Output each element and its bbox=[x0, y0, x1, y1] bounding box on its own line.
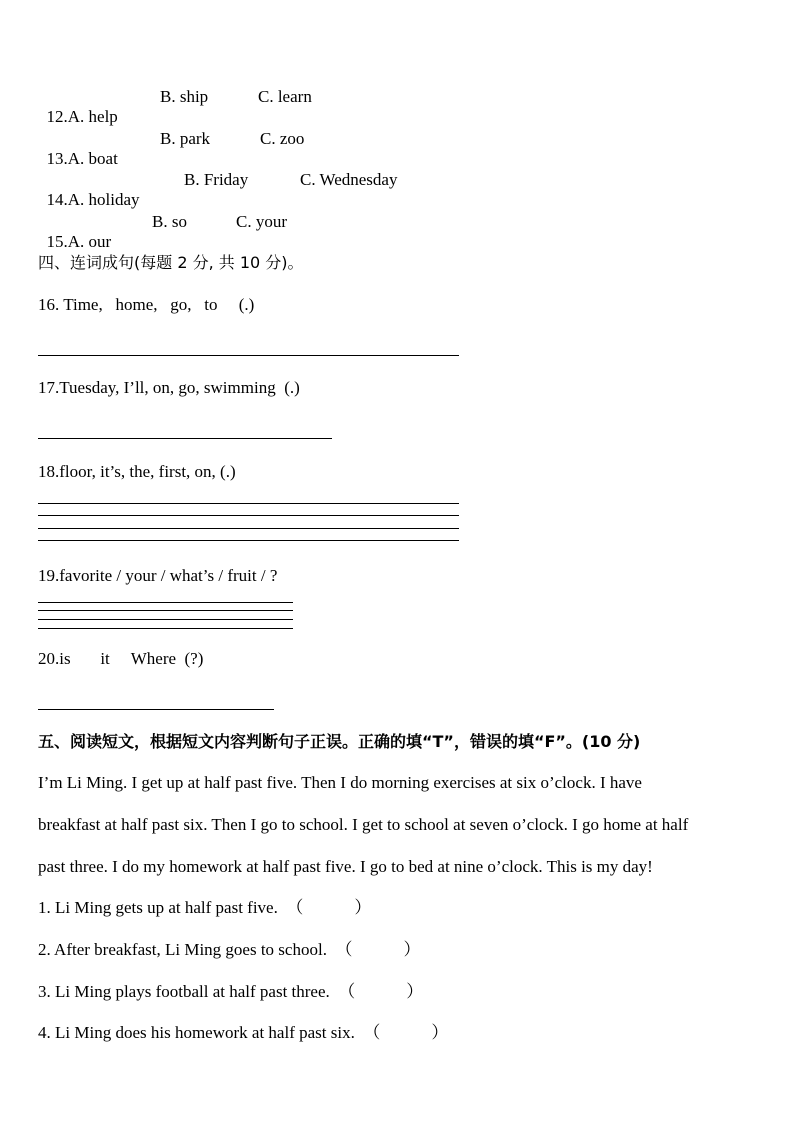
mc-option-a: A. help bbox=[67, 107, 118, 126]
mc-option-c: C. Wednesday bbox=[300, 170, 398, 189]
question-18: 18.floor, it’s, the, first, on, (.) bbox=[38, 462, 236, 481]
tf-question-2: 2. After breakfast, Li Ming goes to school. （ ） bbox=[38, 940, 421, 959]
answer-line-19c[interactable] bbox=[38, 619, 293, 620]
answer-line-19b[interactable] bbox=[38, 610, 293, 611]
answer-line-18d[interactable] bbox=[38, 540, 459, 541]
answer-line-19d[interactable] bbox=[38, 628, 293, 629]
tf-question-3: 3. Li Ming plays football at half past three. （ ） bbox=[38, 982, 424, 1001]
passage-line-1: I’m Li Ming. I get up at half past five. Then I do morning exercises at six o’clock. I have bbox=[38, 773, 642, 792]
question-20: 20.is it Where (?) bbox=[38, 649, 204, 668]
answer-line-18c[interactable] bbox=[38, 528, 459, 529]
mc-option-c: C. learn bbox=[258, 87, 312, 106]
tf-question-1: 1. Li Ming gets up at half past five. （ ） bbox=[38, 898, 372, 917]
mc-option-b: B. Friday bbox=[184, 170, 249, 189]
answer-line-18a[interactable] bbox=[38, 503, 459, 504]
mc-option-a: A. holiday bbox=[67, 190, 140, 209]
mc-number: 13. bbox=[46, 149, 68, 168]
mc-option-c: C. zoo bbox=[260, 129, 305, 148]
answer-line-18b[interactable] bbox=[38, 515, 459, 516]
mc-number: 12. bbox=[46, 107, 68, 126]
passage-line-2: breakfast at half past six. Then I go to school. I get to school at seven o’clock. I go home at half bbox=[38, 815, 689, 834]
question-17: 17.Tuesday, I’ll, on, go, swimming (.) bbox=[38, 378, 300, 397]
mc-number: 14. bbox=[46, 190, 68, 209]
question-16: 16. Time, home, go, to (.) bbox=[38, 295, 255, 314]
mc-option-b: B. so bbox=[152, 212, 187, 231]
answer-line-16[interactable] bbox=[38, 355, 459, 356]
mc-number: 15. bbox=[46, 232, 68, 251]
tf-question-4: 4. Li Ming does his homework at half past six. （ ） bbox=[38, 1023, 449, 1042]
mc-option-b: B. park bbox=[160, 129, 211, 148]
mc-option-c: C. your bbox=[236, 212, 287, 231]
section-5-title: 五、阅读短文，根据短文内容判断句子正误。正确的填“T”，错误的填“F”。(10 分) bbox=[38, 732, 641, 751]
answer-line-19a[interactable] bbox=[38, 602, 293, 603]
mc-option-a: A. our bbox=[67, 232, 112, 251]
answer-line-17[interactable] bbox=[38, 438, 332, 439]
answer-line-20[interactable] bbox=[38, 709, 274, 710]
mc-option-a: A. boat bbox=[67, 149, 118, 168]
question-19: 19.favorite / your / what’s / fruit / ? bbox=[38, 566, 278, 585]
section-4-title: 四、连词成句(每题 2 分, 共 10 分)。 bbox=[38, 253, 304, 272]
passage-line-3: past three. I do my homework at half past five. I go to bed at nine o’clock. This is my day! bbox=[38, 857, 653, 876]
mc-option-b: B. ship bbox=[160, 87, 209, 106]
